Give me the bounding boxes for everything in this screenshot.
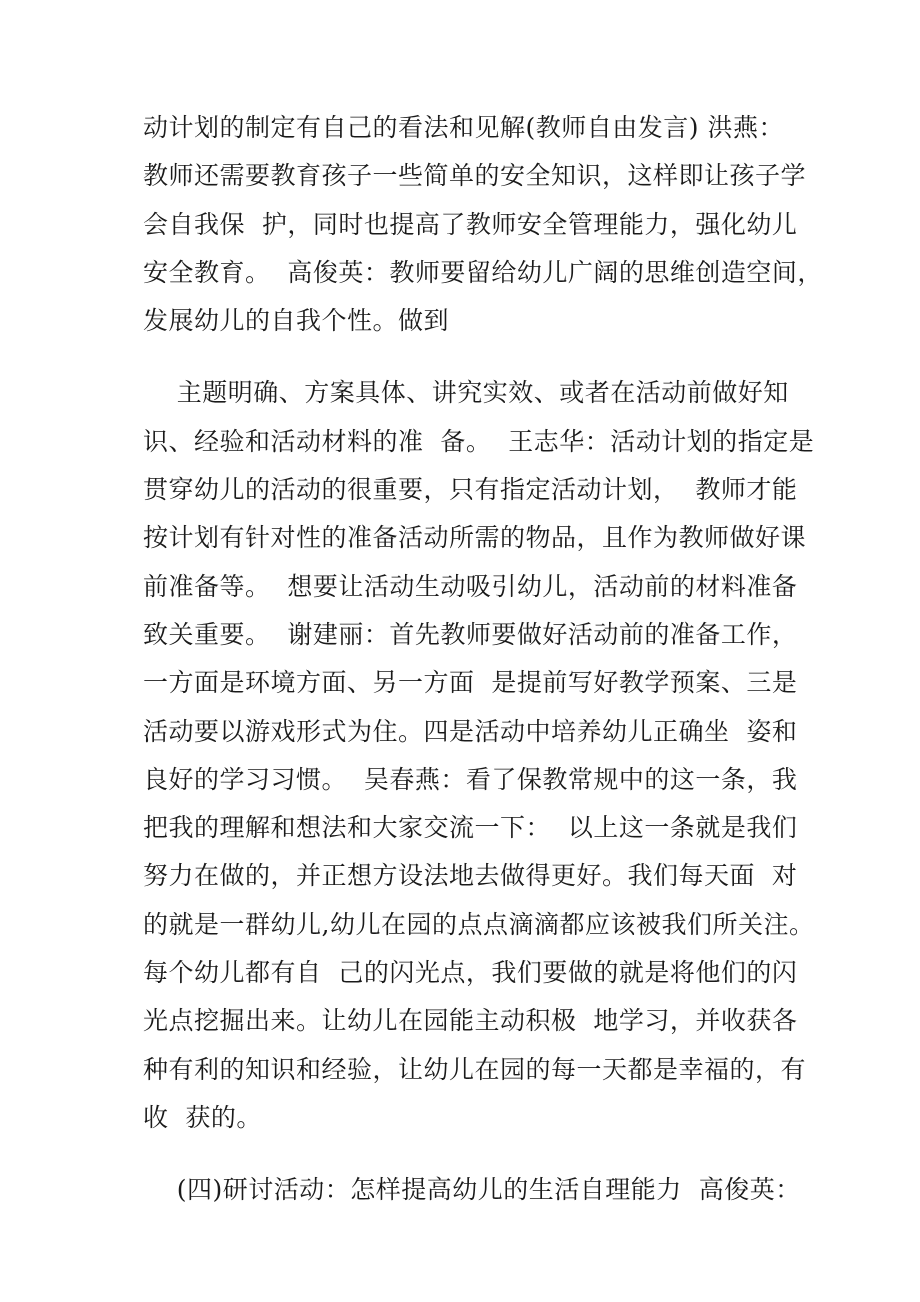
paragraph-2	[143, 369, 815, 1142]
text-line: 贯穿幼儿的活动的很重要，只有指定活动计划， 教师才能	[143, 475, 798, 505]
text-line: 把我的理解和想法和大家交流一下： 以上这一条就是我们	[143, 813, 798, 843]
text-line: 主题明确、方案具体、讲究实效、或者在活动前做好知	[143, 378, 789, 408]
text-line: 致关重要。 谢建丽：首先教师要做好活动前的准备工作，	[143, 619, 798, 649]
text-line: 教师还需要教育孩子一些简单的安全知识，这样即让孩子学	[143, 161, 807, 191]
text-line: (四)研讨活动：怎样提高幼儿的生活自理能力 高俊英：	[143, 1175, 801, 1205]
text-line: 良好的学习习惯。 吴春燕：看了保教常规中的这一条，我	[143, 764, 798, 794]
text-line: 安全教育。 高俊英：教师要留给幼儿广阔的思维创造空间，	[143, 257, 823, 287]
text-line: 一方面是环境方面、另一方面 是提前写好教学预案、三是	[143, 668, 798, 698]
paragraph-3	[143, 1166, 801, 1214]
text-line: 光点挖掘出来。让幼儿在园能主动积极 地学习，并收获各	[143, 1006, 798, 1036]
paragraph-1	[143, 104, 823, 345]
text-line: 识、经验和活动材料的准 备。 王志华：活动计划的指定是	[143, 426, 815, 456]
paragraph-spacer	[143, 1142, 783, 1166]
text-line: 收 获的。	[143, 1102, 262, 1132]
text-line: 前准备等。 想要让活动生动吸引幼儿，活动前的材料准备	[143, 571, 798, 601]
text-line: 动计划的制定有自己的看法和见解(教师自由发言) 洪燕：	[143, 113, 784, 142]
text-line: 按计划有针对性的准备活动所需的物品，且作为教师做好课	[143, 523, 807, 553]
text-line: 发展幼儿的自我个性。做到	[143, 306, 450, 336]
text-line: 努力在做的，并正想方设法地去做得更好。我们每天面 对	[143, 861, 798, 891]
text-line: 会自我保 护，同时也提高了教师安全管理能力，强化幼儿	[143, 209, 798, 239]
text-line: 的就是一群幼儿,幼儿在园的点点滴滴都应该被我们所关注。	[143, 909, 815, 939]
text-line: 种有利的知识和经验，让幼儿在园的每一天都是幸福的，有	[143, 1054, 807, 1084]
text-line: 活动要以游戏形式为住。四是活动中培养幼儿正确坐 姿和	[143, 716, 798, 746]
paragraph-spacer	[143, 345, 783, 369]
document-body	[143, 104, 823, 1215]
text-line: 每个幼儿都有自 己的闪光点，我们要做的就是将他们的闪	[143, 958, 798, 988]
